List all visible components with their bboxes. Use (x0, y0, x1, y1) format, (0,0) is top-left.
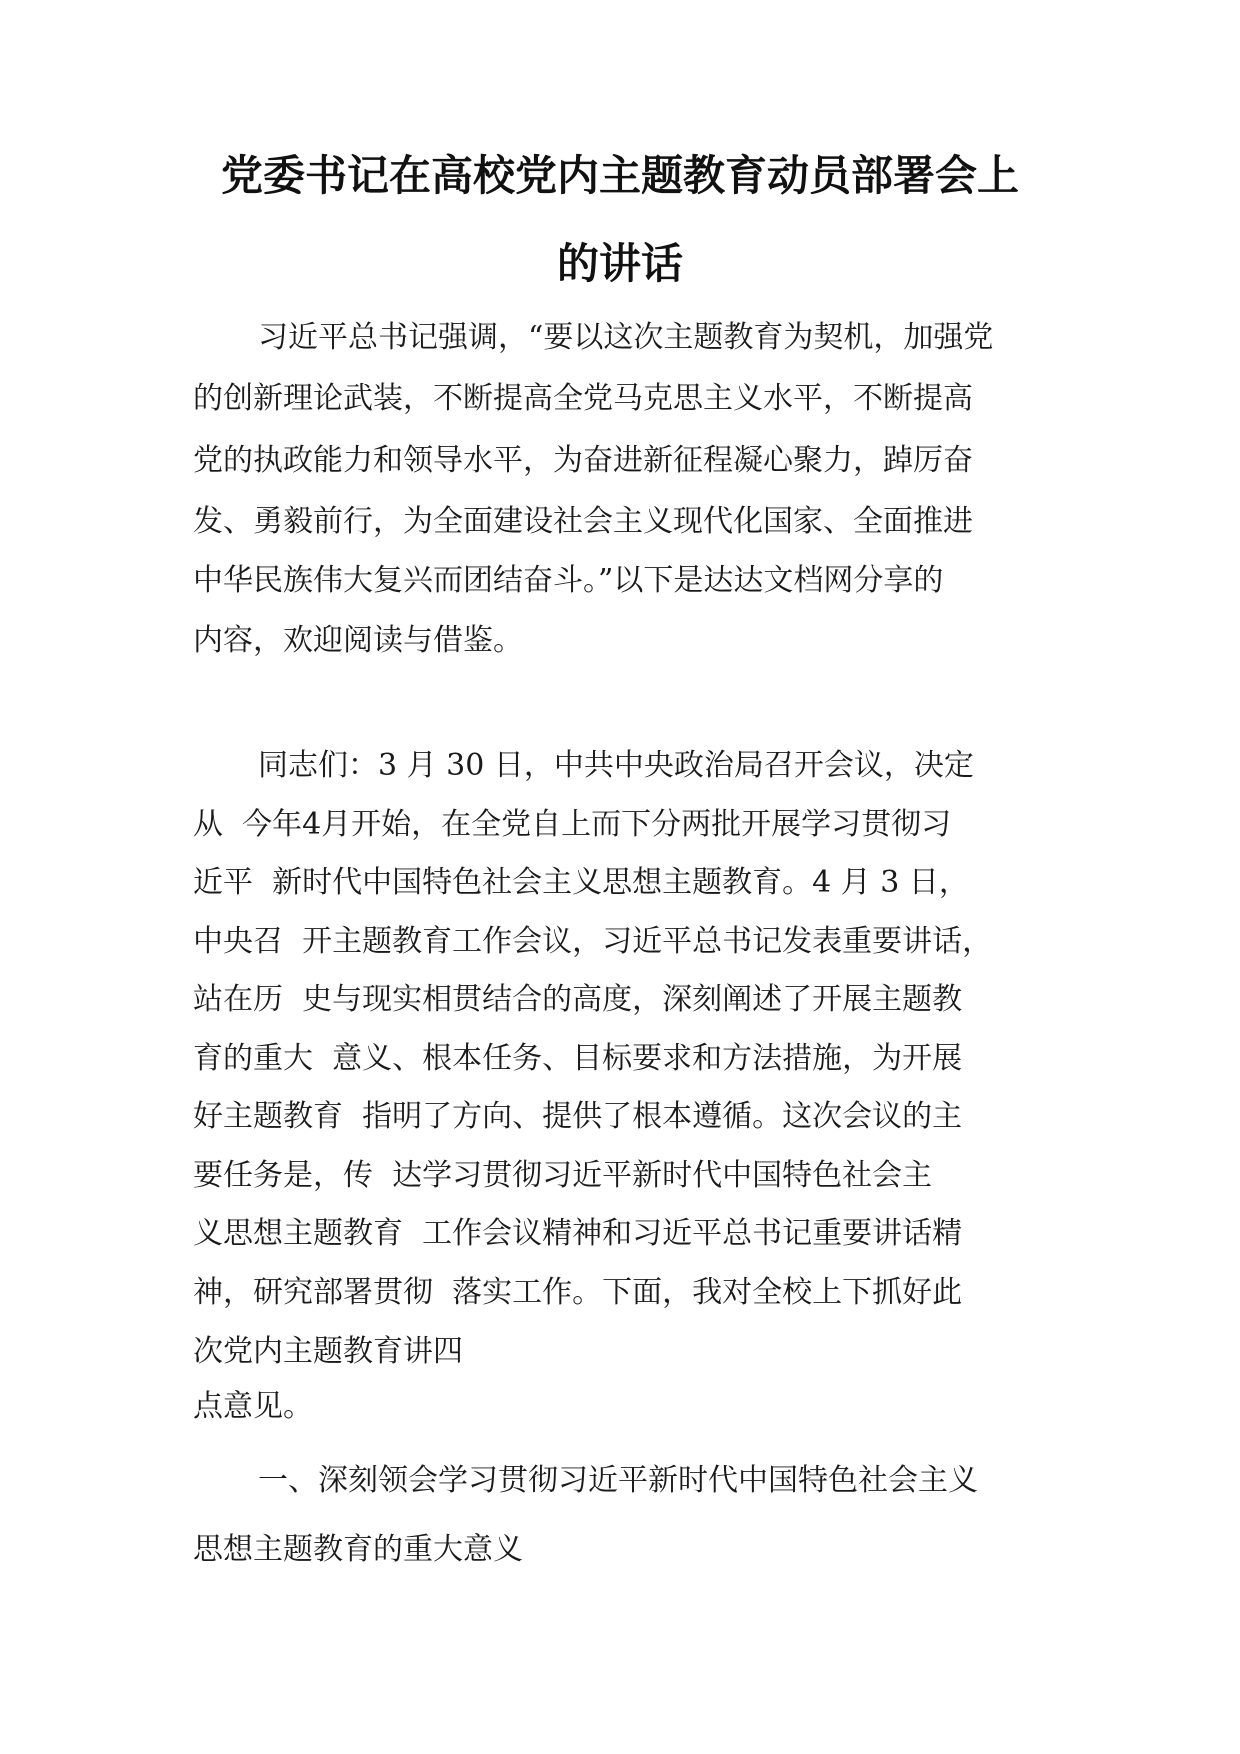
body-line: 点意见。 (193, 1389, 313, 1424)
document-title-line-1: 党委书记在高校党内主题教育动员部署会上 (220, 151, 1019, 200)
body-line: 好主题教育 指明了方向、提供了根本遵循。这次会议的主 (193, 1099, 963, 1134)
section-heading-line-1: 一、深刻领会学习贯彻习近平新时代中国特色社会主义 (258, 1463, 978, 1498)
body-line: 近平 新时代中国特色社会主义思想主题教育。4 月 3 日， (193, 865, 969, 900)
body-line: 次党内主题教育讲四 (193, 1334, 463, 1369)
document-title-line-2: 的讲话 (556, 239, 683, 288)
body-line: 同志们：3 月 30 日，中共中央政治局召开会议，决定 (258, 748, 974, 783)
body-line: 中央召 开主题教育工作会议，习近平总书记发表重要讲话， (193, 924, 993, 959)
intro-line: 党的执政能力和领导水平，为奋进新征程凝心聚力，踔厉奋 (193, 443, 973, 478)
intro-line: 的创新理论武装，不断提高全党马克思主义水平，不断提高 (193, 381, 973, 416)
body-line: 育的重大 意义、根本任务、目标要求和方法措施，为开展 (193, 1041, 963, 1076)
intro-line: 发、勇毅前行，为全面建设社会主义现代化国家、全面推进 (193, 504, 973, 539)
intro-line: 习近平总书记强调，“要以这次主题教育为契机，加强党 (258, 320, 994, 355)
body-line: 义思想主题教育 工作会议精神和习近平总书记重要讲话精 (193, 1216, 963, 1251)
intro-line: 内容，欢迎阅读与借鉴。 (193, 623, 523, 658)
intro-line: 中华民族伟大复兴而团结奋斗。”以下是达达文档网分享的 (193, 563, 944, 598)
body-line: 神，研究部署贯彻 落实工作。下面，我对全校上下抓好此 (193, 1275, 963, 1310)
body-line: 从 今年4月开始，在全党自上而下分两批开展学习贯彻习 (193, 807, 952, 842)
body-line: 站在历 史与现实相贯结合的高度，深刻阐述了开展主题教 (193, 982, 963, 1017)
section-heading-line-2: 思想主题教育的重大意义 (193, 1532, 523, 1567)
body-line: 要任务是，传 达学习贯彻习近平新时代中国特色社会主 (193, 1158, 933, 1193)
